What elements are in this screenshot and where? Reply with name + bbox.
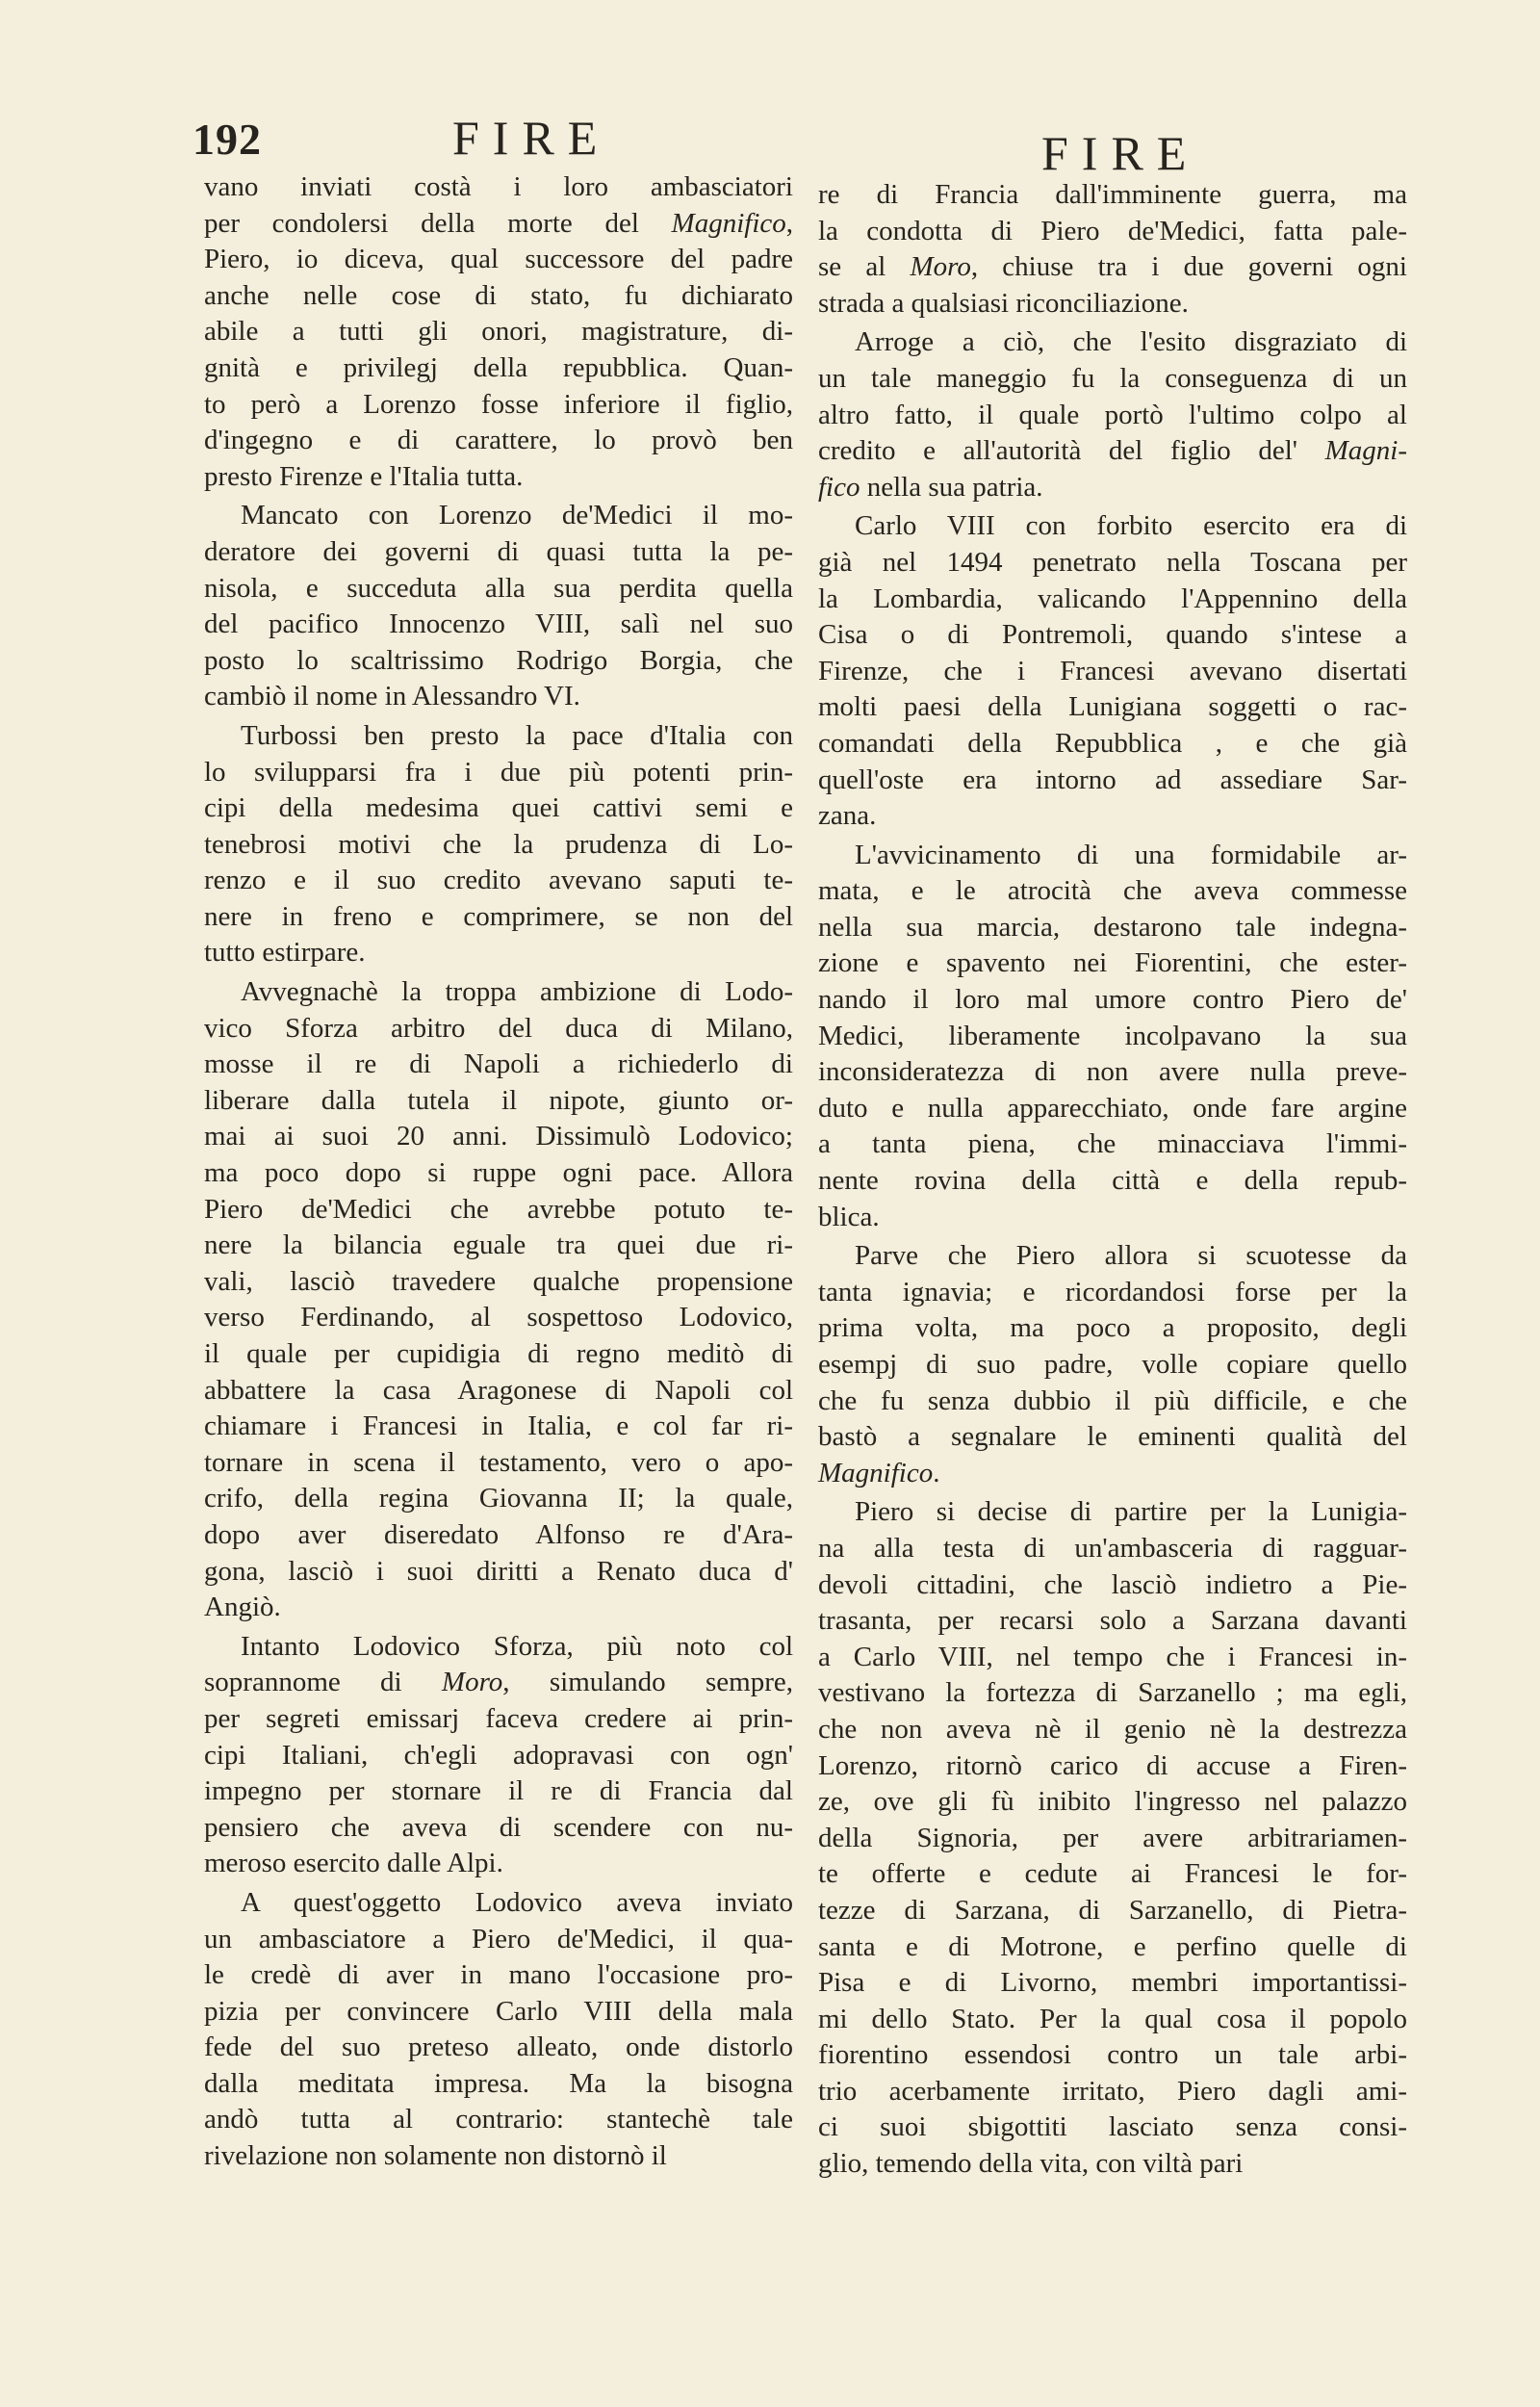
- text-run: tanta ignavia; e ricordandosi forse per la: [818, 1276, 1407, 1307]
- text-run: ze, ove gli fù inibito l'ingresso nel palazzo: [818, 1786, 1407, 1818]
- text-line: [818, 1856, 1407, 1893]
- text-run: un ambasciatore a Piero de'Medici, il qua-: [204, 1923, 793, 1954]
- text-line: [818, 2002, 1407, 2038]
- text-line: [818, 1567, 1407, 1604]
- text-run: crifo, della regina Giovanna II; la quale,: [204, 1483, 793, 1514]
- text-line: [204, 1083, 793, 1120]
- paragraph: [818, 1238, 1407, 1491]
- text-line: [818, 398, 1407, 434]
- text-line: [818, 2109, 1407, 2146]
- text-run: gnità e privilegj della repubblica. Quan-: [204, 351, 793, 383]
- text-run: to però a Lorenzo fosse inferiore il figlio,: [204, 388, 793, 420]
- text-run: pizia per convincere Carlo VIII della mala: [204, 1995, 793, 2027]
- text-run: , simulando sempre,: [502, 1667, 793, 1698]
- text-run: na alla testa di un'ambasceria di ragguar-: [818, 1532, 1407, 1564]
- text-run: trio acerbamente irritato, Piero dagli ami-: [818, 2075, 1407, 2107]
- text-line: [204, 314, 793, 350]
- text-line: [818, 1748, 1407, 1785]
- text-run: abbattere la casa Aragonese di Napoli col: [204, 1374, 793, 1406]
- text-run: a tanta piena, che minacciava l'immi-: [818, 1128, 1407, 1160]
- text-line: [818, 1821, 1407, 1857]
- text-line: [818, 1965, 1407, 2002]
- text-run: vestivano la fortezza di Sarzanello ; ma egli,: [818, 1677, 1407, 1709]
- italic-text-run: Magni-: [1324, 435, 1407, 467]
- text-line: [204, 1885, 793, 1922]
- text-line: [818, 1200, 1407, 1236]
- text-run: d'ingegno e di carattere, lo provò ben: [204, 425, 793, 456]
- text-run: nando il loro mal umore contro Piero de': [818, 984, 1407, 1016]
- text-run: prima volta, ma poco a proposito, degli: [818, 1312, 1407, 1344]
- text-line: [204, 1701, 793, 1738]
- text-run: per segreti emissarj faceva credere ai prin-: [204, 1702, 793, 1734]
- text-run: inconsideratezza di non avere nulla preve-: [818, 1056, 1407, 1088]
- text-run: renzo e il suo credito avevano saputi te-: [204, 865, 793, 896]
- text-run: bastò a segnalare le eminenti qualità del: [818, 1421, 1407, 1453]
- text-run: tornare in scena il testamento, vero o apo-: [204, 1446, 793, 1478]
- text-run: Piero, io diceva, qual successore del padre: [204, 244, 793, 275]
- text-run: Piero si decise di partire per la Lunigia-: [855, 1496, 1407, 1528]
- text-run: Medici, liberamente incolpavano la sua: [818, 1020, 1407, 1051]
- text-line: [204, 1047, 793, 1083]
- text-line: [818, 654, 1407, 690]
- text-line: [818, 1603, 1407, 1640]
- italic-text-run: Magnifico: [671, 207, 786, 239]
- text-run: credito e all'autorità del figlio del': [818, 435, 1325, 467]
- text-run: cipi della medesima quei cattivi semi e: [204, 792, 793, 824]
- text-run: Pisa e di Livorno, membri importantissi-: [818, 1967, 1407, 1999]
- text-run: mai ai suoi 20 anni. Dissimulò Lodovico;: [204, 1121, 793, 1152]
- text-run: strada a qualsiasi riconciliazione.: [818, 287, 1189, 319]
- text-line: [204, 1373, 793, 1410]
- text-line: [818, 1347, 1407, 1384]
- paragraph: [818, 1494, 1407, 2182]
- text-run: Piero de'Medici che avrebbe potuto te-: [204, 1193, 793, 1225]
- text-line: [818, 2037, 1407, 2074]
- paragraph: [818, 838, 1407, 1236]
- text-line: [818, 470, 1407, 506]
- text-run: abile a tutti gli onori, magistrature, di-: [204, 316, 793, 348]
- text-line: [204, 534, 793, 571]
- text-run: Intanto Lodovico Sforza, più noto col: [241, 1630, 793, 1662]
- italic-text-run: Moro: [441, 1667, 503, 1698]
- text-run: la Lombardia, valicando l'Appennino della: [818, 582, 1407, 614]
- text-run: nella sua marcia, destarono tale indegna-: [818, 911, 1407, 943]
- text-line: [818, 1054, 1407, 1091]
- text-run: zione e spavento nei Fiorentini, che ester-: [818, 947, 1407, 979]
- text-line: [818, 582, 1407, 618]
- text-line: [204, 1773, 793, 1810]
- text-run: presto Firenze e l'Italia tutta.: [204, 460, 524, 492]
- text-run: blica.: [818, 1201, 880, 1232]
- text-run: nente rovina della città e della repub-: [818, 1165, 1407, 1197]
- text-line: [818, 838, 1407, 874]
- text-line: [818, 2074, 1407, 2110]
- text-run: Carlo VIII con forbito esercito era di: [855, 510, 1407, 542]
- text-run: vico Sforza arbitro del duca di Milano,: [204, 1012, 793, 1044]
- text-run: meroso esercito dalle Alpi.: [204, 1848, 503, 1879]
- text-line: [204, 755, 793, 791]
- text-run: un tale maneggio fu la conseguenza di un: [818, 362, 1407, 394]
- text-run: Avvegnachè la troppa ambizione di Lodo-: [241, 976, 793, 1008]
- paragraph: [204, 974, 793, 1626]
- text-run: anche nelle cose di stato, fu dichiarato: [204, 279, 793, 311]
- text-run: zana.: [818, 800, 877, 832]
- text-line: [204, 242, 793, 278]
- text-run: tutto estirpare.: [204, 937, 366, 969]
- text-run: lo svilupparsi fra i due più potenti prin-: [204, 756, 793, 788]
- text-run: nere in freno e comprimere, se non del: [204, 900, 793, 932]
- text-line: [818, 617, 1407, 654]
- text-run: a Carlo VIII, nel tempo che i Francesi in-: [818, 1641, 1407, 1672]
- text-line: [818, 1456, 1407, 1492]
- text-line: [818, 1712, 1407, 1748]
- text-line: [818, 361, 1407, 398]
- text-line: [818, 1163, 1407, 1200]
- text-run: Lorenzo, ritornò carico di accuse a Firen-: [818, 1749, 1407, 1781]
- text-run: del pacifico Innocenzo VIII, salì nel suo: [204, 608, 793, 640]
- text-line: [204, 2138, 793, 2175]
- text-run: Turbossi ben presto la pace d'Italia con: [241, 719, 793, 751]
- text-run: deratore dei governi di quasi tutta la pe-: [204, 535, 793, 567]
- text-line: [818, 1019, 1407, 1055]
- text-run: ma poco dopo si ruppe ogni pace. Allora: [204, 1157, 793, 1189]
- text-run: per condolersi della morte del: [204, 207, 672, 239]
- text-line: [204, 1481, 793, 1517]
- text-line: [204, 1192, 793, 1229]
- text-run: esempj di suo padre, volle copiare quello: [818, 1349, 1407, 1380]
- text-line: [204, 1957, 793, 1994]
- italic-text-run: Moro: [910, 251, 971, 283]
- text-line: [204, 1846, 793, 1882]
- text-line: [204, 1336, 793, 1373]
- text-line: [818, 214, 1407, 250]
- text-line: [204, 1590, 793, 1626]
- text-run: la condotta di Piero de'Medici, fatta pale-: [818, 215, 1407, 246]
- text-line: [818, 1126, 1407, 1163]
- text-run: liberare dalla tutela il nipote, giunto or-: [204, 1084, 793, 1116]
- italic-text-run: fico: [818, 471, 860, 503]
- paragraph: [204, 1885, 793, 2175]
- text-line: [818, 945, 1407, 982]
- text-run: mi dello Stato. Per la qual cosa il popolo: [818, 2003, 1407, 2034]
- text-line: [204, 350, 793, 387]
- text-run: , chiuse tra i due governi ogni: [970, 251, 1407, 283]
- text-line: [818, 1091, 1407, 1127]
- text-run: te offerte e cedute ai Francesi le for-: [818, 1858, 1407, 1890]
- text-run: gona, lasciò i suoi diritti a Renato duca d': [204, 1555, 793, 1587]
- text-line: [818, 1384, 1407, 1420]
- text-line: [818, 1310, 1407, 1347]
- text-run: cambiò il nome in Alessandro VI.: [204, 681, 580, 712]
- text-line: [818, 1929, 1407, 1966]
- text-run: se al: [818, 251, 911, 283]
- text-run: andò tutta al contrario: stantechè tale: [204, 2104, 793, 2135]
- text-run: L'avvicinamento di una formidabile ar-: [855, 839, 1407, 870]
- text-run: trasanta, per recarsi solo a Sarzana davanti: [818, 1605, 1407, 1637]
- text-line: [204, 498, 793, 534]
- text-line: [818, 1531, 1407, 1567]
- text-line: [204, 974, 793, 1011]
- text-line: [204, 206, 793, 243]
- text-run: quell'oste era intorno ad assediare Sar-: [818, 764, 1407, 795]
- text-line: [204, 1264, 793, 1301]
- text-line: [818, 545, 1407, 582]
- paragraph: [204, 498, 793, 715]
- text-line: [204, 1922, 793, 1958]
- text-run: .: [933, 1457, 940, 1488]
- text-line: [204, 718, 793, 755]
- text-line: [818, 1675, 1407, 1712]
- text-line: [204, 1665, 793, 1701]
- text-line: [204, 1517, 793, 1554]
- text-line: [204, 1409, 793, 1445]
- running-head-right: FIRE: [1041, 126, 1200, 180]
- paragraph: [204, 718, 793, 971]
- text-run: mosse il re di Napoli a richiederlo di: [204, 1048, 793, 1080]
- text-run: soprannome di: [204, 1667, 442, 1698]
- text-run: Mancato con Lorenzo de'Medici il mo-: [241, 500, 793, 531]
- text-line: [818, 2146, 1407, 2183]
- paragraph: [818, 508, 1407, 834]
- text-run: Cisa o di Pontremoli, quando s'intese a: [818, 619, 1407, 651]
- text-run: comandati della Repubblica , e che già: [818, 727, 1407, 759]
- text-run: Firenze, che i Francesi avevano disertati: [818, 655, 1407, 686]
- text-run: che fu senza dubbio il più difficile, e che: [818, 1385, 1407, 1416]
- text-run: impegno per stornare il re di Francia dal: [204, 1775, 793, 1807]
- text-line: [818, 689, 1407, 726]
- text-run: già nel 1494 penetrato nella Toscana per: [818, 546, 1407, 578]
- text-run: chiamare i Francesi in Italia, e col far ri-: [204, 1411, 793, 1442]
- running-head-left: FIRE: [452, 111, 611, 165]
- text-run: altro fatto, il quale portò l'ultimo colpo al: [818, 399, 1407, 430]
- text-line: [204, 1629, 793, 1666]
- text-line: [204, 2066, 793, 2103]
- text-line: [204, 278, 793, 315]
- text-line: [204, 1119, 793, 1155]
- paragraph: [204, 169, 793, 495]
- text-line: [818, 1893, 1407, 1929]
- text-run: della Signoria, per avere arbitrariamen-: [818, 1822, 1407, 1853]
- text-line: [204, 1554, 793, 1591]
- text-line: [818, 508, 1407, 545]
- text-line: [204, 1738, 793, 1774]
- text-line: [204, 2102, 793, 2138]
- text-run: mata, e le atrocità che aveva commesse: [818, 875, 1407, 907]
- text-line: [818, 1494, 1407, 1531]
- text-run: il quale per cupidigia di regno meditò di: [204, 1338, 793, 1369]
- text-run: duto e nulla apparecchiato, onde fare argine: [818, 1092, 1407, 1124]
- text-line: [204, 1228, 793, 1264]
- right-text-column: [818, 177, 1407, 2186]
- text-run: fiorentino essendosi contro un tale arbi-: [818, 2039, 1407, 2071]
- text-line: [818, 324, 1407, 361]
- text-line: [204, 863, 793, 899]
- text-line: [818, 286, 1407, 323]
- text-line: [818, 177, 1407, 214]
- text-run: re di Francia dall'imminente guerra, ma: [818, 179, 1407, 210]
- text-line: [818, 1419, 1407, 1456]
- text-line: [818, 798, 1407, 835]
- text-run: nella sua patria.: [860, 471, 1043, 503]
- text-line: [818, 433, 1407, 470]
- paragraph: [818, 177, 1407, 322]
- text-line: [204, 1155, 793, 1192]
- text-line: [204, 790, 793, 827]
- text-line: [818, 1784, 1407, 1821]
- text-run: dopo aver diseredato Alfonso re d'Ara-: [204, 1518, 793, 1550]
- text-run: nisola, e succeduta alla sua perdita quella: [204, 572, 793, 604]
- text-run: A quest'oggetto Lodovico aveva inviato: [241, 1886, 793, 1918]
- text-line: [204, 643, 793, 680]
- text-line: [818, 249, 1407, 286]
- text-run: verso Ferdinando, al sospettoso Lodovico,: [204, 1302, 793, 1333]
- text-line: [204, 387, 793, 424]
- text-line: [204, 1445, 793, 1482]
- text-line: [818, 873, 1407, 910]
- text-line: [204, 899, 793, 936]
- text-line: [204, 1011, 793, 1048]
- text-run: santa e di Motrone, e perfino quelle di: [818, 1930, 1407, 1962]
- text-run: che non aveva nè il genio nè la destrezza: [818, 1713, 1407, 1745]
- text-run: le credè di aver in mano l'occasione pro-: [204, 1959, 793, 1991]
- text-run: rivelazione non solamente non distornò il: [204, 2140, 667, 2172]
- text-run: devoli cittadini, che lasciò indietro a Pie-: [818, 1568, 1407, 1600]
- text-run: molti paesi della Lunigiana soggetti o rac-: [818, 691, 1407, 723]
- text-run: fede del suo preteso alleato, onde distorlo: [204, 2032, 793, 2063]
- text-run: Parve che Piero allora si scuotesse da: [855, 1240, 1407, 1272]
- text-line: [204, 607, 793, 643]
- paragraph: [818, 324, 1407, 505]
- text-run: vali, lasciò travedere qualche propensione: [204, 1265, 793, 1297]
- text-line: [818, 910, 1407, 946]
- text-run: vano inviati costà i loro ambasciatori: [204, 171, 793, 202]
- text-run: ,: [785, 207, 793, 239]
- text-line: [818, 1238, 1407, 1275]
- text-run: tezze di Sarzana, di Sarzanello, di Pietra-: [818, 1894, 1407, 1926]
- left-text-column: [204, 169, 793, 2178]
- page-number: 192: [192, 115, 262, 164]
- text-run: glio, temendo della vita, con viltà pari: [818, 2148, 1244, 2180]
- text-run: dalla meditata impresa. Ma la bisogna: [204, 2067, 793, 2099]
- text-run: tenebrosi motivi che la prudenza di Lo-: [204, 828, 793, 860]
- text-line: [818, 1275, 1407, 1311]
- text-run: ci suoi sbigottiti lasciato senza consi-: [818, 2111, 1407, 2143]
- text-line: [204, 169, 793, 206]
- text-run: nere la bilancia eguale tra quei due ri-: [204, 1229, 793, 1261]
- text-line: [204, 1300, 793, 1336]
- text-line: [818, 1640, 1407, 1676]
- text-line: [204, 571, 793, 608]
- text-line: [818, 726, 1407, 763]
- text-line: [204, 423, 793, 459]
- text-line: [818, 982, 1407, 1019]
- text-line: [204, 1810, 793, 1847]
- paragraph: [204, 1629, 793, 1882]
- text-run: Angiò.: [204, 1592, 281, 1623]
- text-line: [204, 2030, 793, 2066]
- italic-text-run: Magnifico: [818, 1457, 934, 1488]
- text-run: Arroge a ciò, che l'esito disgraziato di: [855, 326, 1407, 358]
- text-run: pensiero che aveva di scendere con nu-: [204, 1811, 793, 1843]
- text-run: cipi Italiani, ch'egli adopravasi con ogn': [204, 1739, 793, 1771]
- text-line: [204, 679, 793, 715]
- text-run: posto lo scaltrissimo Rodrigo Borgia, che: [204, 644, 793, 676]
- text-line: [204, 827, 793, 864]
- text-line: [204, 459, 793, 496]
- text-line: [204, 935, 793, 971]
- text-line: [818, 763, 1407, 799]
- text-line: [204, 1994, 793, 2031]
